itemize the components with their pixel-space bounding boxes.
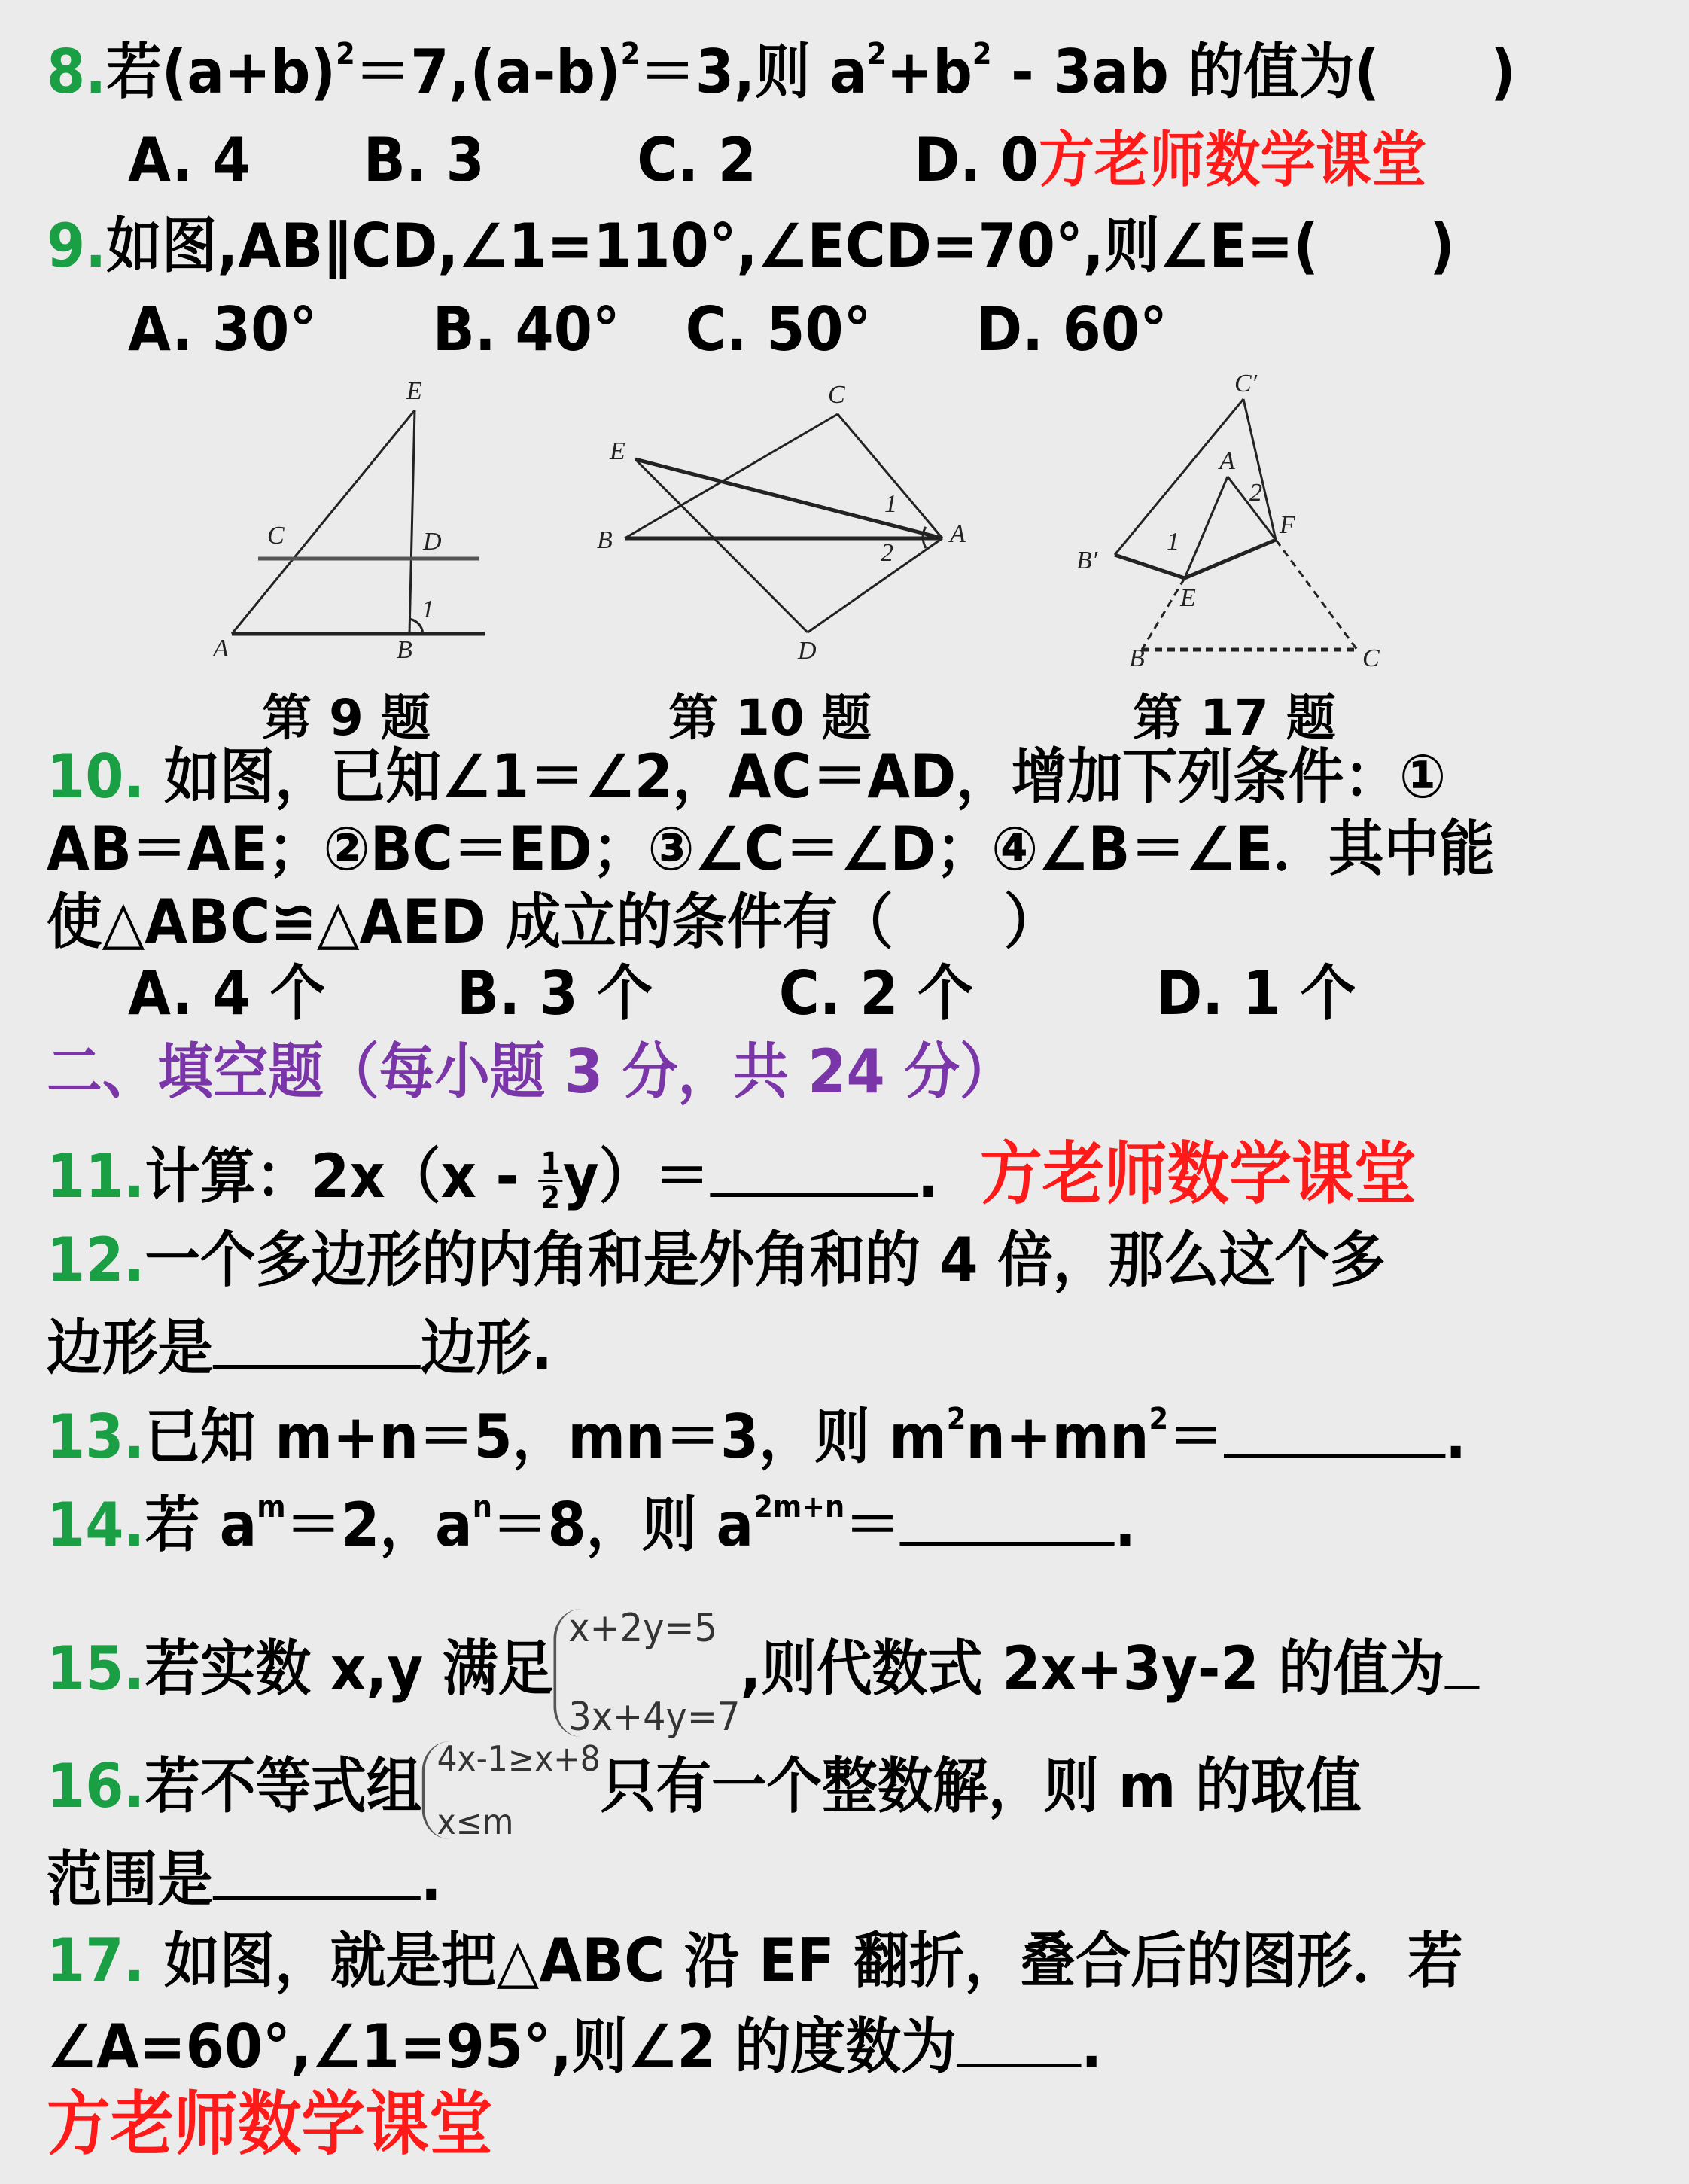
q10-option-a[interactable]: A. 4 个	[128, 958, 326, 1028]
q14-text: ＝8，则 a	[491, 1490, 754, 1560]
period: .	[1445, 1402, 1467, 1472]
equation-system	[553, 1606, 741, 1740]
q17-number: 17.	[47, 1926, 145, 1996]
q9-option-c[interactable]: C. 50°	[685, 294, 872, 364]
q17-text: 如图，就是把△ABC 沿 EF 翻折，叠合后的图形．若	[145, 1926, 1463, 1996]
q12-text: 一个多边形的内角和是外角和的 4 倍，那么这个多	[145, 1225, 1386, 1295]
fig9-label-b: B	[397, 636, 412, 664]
exp: n	[472, 1490, 492, 1525]
fig17-label-c: C	[1362, 644, 1380, 672]
q11-number: 11.	[47, 1141, 145, 1211]
q12-line2	[47, 1313, 552, 1383]
q10-option-c[interactable]: C. 2 个	[778, 958, 973, 1028]
caption-fig9: 第 9 题	[262, 689, 431, 747]
q16-text: 若不等式组	[145, 1750, 422, 1821]
equation-1: x+2y=5	[568, 1606, 717, 1651]
q16-text: 只有一个整数解，则 m 的取值	[600, 1750, 1362, 1821]
q10-option-d[interactable]: D. 1 个	[1156, 958, 1356, 1028]
fig17-label-c-prime: C′	[1234, 370, 1258, 398]
answer-blank[interactable]	[710, 1193, 918, 1197]
inequality-system	[421, 1738, 601, 1842]
q16-line2	[47, 1844, 442, 1914]
q13	[47, 1402, 1467, 1472]
q8-text: +b	[886, 37, 972, 107]
fig17-label-a: A	[1219, 447, 1235, 475]
equation-2: 3x+4y=7	[568, 1695, 741, 1740]
fig9-label-c: C	[267, 522, 285, 550]
q14-text: ＝2，a	[285, 1490, 473, 1560]
q11-text: y）＝	[562, 1141, 710, 1211]
q8-text: 若(a+b)	[106, 37, 336, 107]
answer-blank[interactable]	[900, 1542, 1115, 1546]
fig17-label-f: F	[1280, 511, 1295, 539]
fig17-label-e: E	[1180, 584, 1196, 612]
answer-blank[interactable]	[213, 1365, 421, 1369]
fig10-label-e: E	[610, 437, 625, 465]
watermark: 方老师数学课堂	[1039, 125, 1427, 195]
section-heading: 二、填空题（每小题 3 分，共 24 分）	[47, 1037, 1015, 1107]
fig10-label-1: 1	[884, 490, 897, 518]
q9-text: 如图,AB∥CD,∠1=110°,∠ECD=70°,则∠E=( )	[106, 211, 1455, 281]
q10-line1	[47, 742, 1447, 812]
figure-17	[1115, 399, 1357, 650]
q12-text: 边形.	[420, 1313, 552, 1383]
q12-line1	[47, 1225, 1386, 1295]
q14	[47, 1490, 1136, 1560]
q10-options	[128, 958, 1356, 1028]
q13-text: 已知 m+n＝5，mn＝3，则 m	[145, 1402, 947, 1472]
q13-text: ＝	[1168, 1402, 1224, 1472]
q8-text: - 3ab 的值为( )	[991, 37, 1516, 107]
q15-text: ,则代数式 2x+3y-2 的值为	[740, 1633, 1445, 1704]
exp: 2	[336, 37, 355, 72]
q10-text: 如图，已知∠1＝∠2，AC＝AD，增加下列条件：①	[145, 742, 1447, 812]
q12-text: 边形是	[47, 1313, 213, 1383]
fraction	[538, 1148, 563, 1214]
fig9-label-e: E	[406, 377, 422, 405]
q8-text: ＝3,则 a	[640, 37, 867, 107]
fig10-label-b: B	[597, 526, 613, 554]
figure-10	[625, 414, 942, 632]
q9-option-d[interactable]: D. 60°	[976, 294, 1167, 364]
fig10-label-a: A	[950, 520, 966, 548]
q15	[47, 1606, 1479, 1740]
fig9-label-d: D	[423, 528, 442, 556]
q15-number: 15.	[47, 1633, 145, 1704]
answer-blank[interactable]	[1224, 1454, 1445, 1458]
fig17-label-2: 2	[1249, 479, 1262, 507]
q17-text: ∠A=60°,∠1=95°,则∠2 的度数为	[47, 2012, 957, 2082]
q10-option-b[interactable]: B. 3 个	[457, 958, 653, 1028]
q11	[47, 1135, 1417, 1215]
q8-number: 8.	[47, 37, 107, 107]
fig10-label-2: 2	[881, 539, 893, 567]
exp: 2	[946, 1402, 966, 1436]
q13-text: n+mn	[966, 1402, 1149, 1472]
q10-line3: 使△ABC≌△AED 成立的条件有（ ）	[47, 887, 1060, 957]
q8-text: ＝7,(a-b)	[355, 37, 621, 107]
answer-blank[interactable]	[957, 2064, 1082, 2067]
q9-number: 9.	[47, 211, 107, 281]
watermark: 方老师数学课堂	[980, 1135, 1417, 1214]
q14-text: ＝	[844, 1490, 900, 1560]
q10-line2: AB＝AE；②BC＝ED；③∠C＝∠D；④∠B＝∠E．其中能	[47, 814, 1495, 884]
exp: 2	[866, 37, 887, 72]
denominator: 2	[540, 1180, 561, 1215]
q15-text: 若实数 x,y 满足	[145, 1633, 554, 1704]
q16-number: 16.	[47, 1750, 145, 1821]
fig17-label-b-prime: B′	[1076, 547, 1098, 574]
q14-text: 若 a	[145, 1490, 257, 1560]
exp: 2m+n	[753, 1490, 845, 1525]
fig17-label-1: 1	[1167, 528, 1179, 556]
fig10-label-c: C	[828, 381, 845, 409]
period: .	[420, 1844, 442, 1914]
q11-text: 计算：2x（x -	[145, 1141, 538, 1211]
q8-option-b[interactable]: B. 3	[363, 125, 485, 195]
q8-option-a[interactable]: A. 4	[128, 125, 251, 195]
q13-number: 13.	[47, 1402, 145, 1472]
numerator: 1	[538, 1148, 563, 1182]
q17-line1	[47, 1926, 1463, 1996]
period: .	[1115, 1490, 1136, 1560]
q17-line2	[47, 2012, 1103, 2082]
exp: m	[257, 1490, 286, 1525]
caption-fig10: 第 10 题	[668, 689, 872, 747]
watermark-bottom: 方老师数学课堂	[47, 2084, 493, 2164]
q16-text: 范围是	[47, 1844, 213, 1914]
exp: 2	[620, 37, 641, 72]
fig9-label-1: 1	[421, 595, 434, 623]
period: .	[1081, 2012, 1103, 2082]
exp: 2	[972, 37, 992, 72]
q9-option-b[interactable]: B. 40°	[432, 294, 620, 364]
answer-blank[interactable]	[213, 1896, 421, 1900]
q10-number: 10.	[47, 742, 145, 812]
q12-number: 12.	[47, 1225, 145, 1295]
fig9-label-a: A	[213, 635, 229, 663]
inequality-1: 4x-1≥x+8	[437, 1738, 601, 1779]
q8-option-d[interactable]: D. 0	[914, 125, 1039, 195]
answer-blank[interactable]	[1444, 1686, 1479, 1689]
exp: 2	[1149, 1402, 1169, 1436]
period: .	[917, 1141, 939, 1211]
caption-fig17: 第 17 题	[1133, 689, 1336, 747]
q14-number: 14.	[47, 1490, 145, 1560]
fig17-label-b: B	[1129, 644, 1145, 672]
fig10-label-d: D	[798, 637, 817, 665]
q8-option-c[interactable]: C. 2	[637, 125, 757, 195]
inequality-2: x≤m	[437, 1802, 514, 1842]
q16-line1	[47, 1738, 1362, 1842]
q9-option-a[interactable]: A. 30°	[128, 294, 318, 364]
